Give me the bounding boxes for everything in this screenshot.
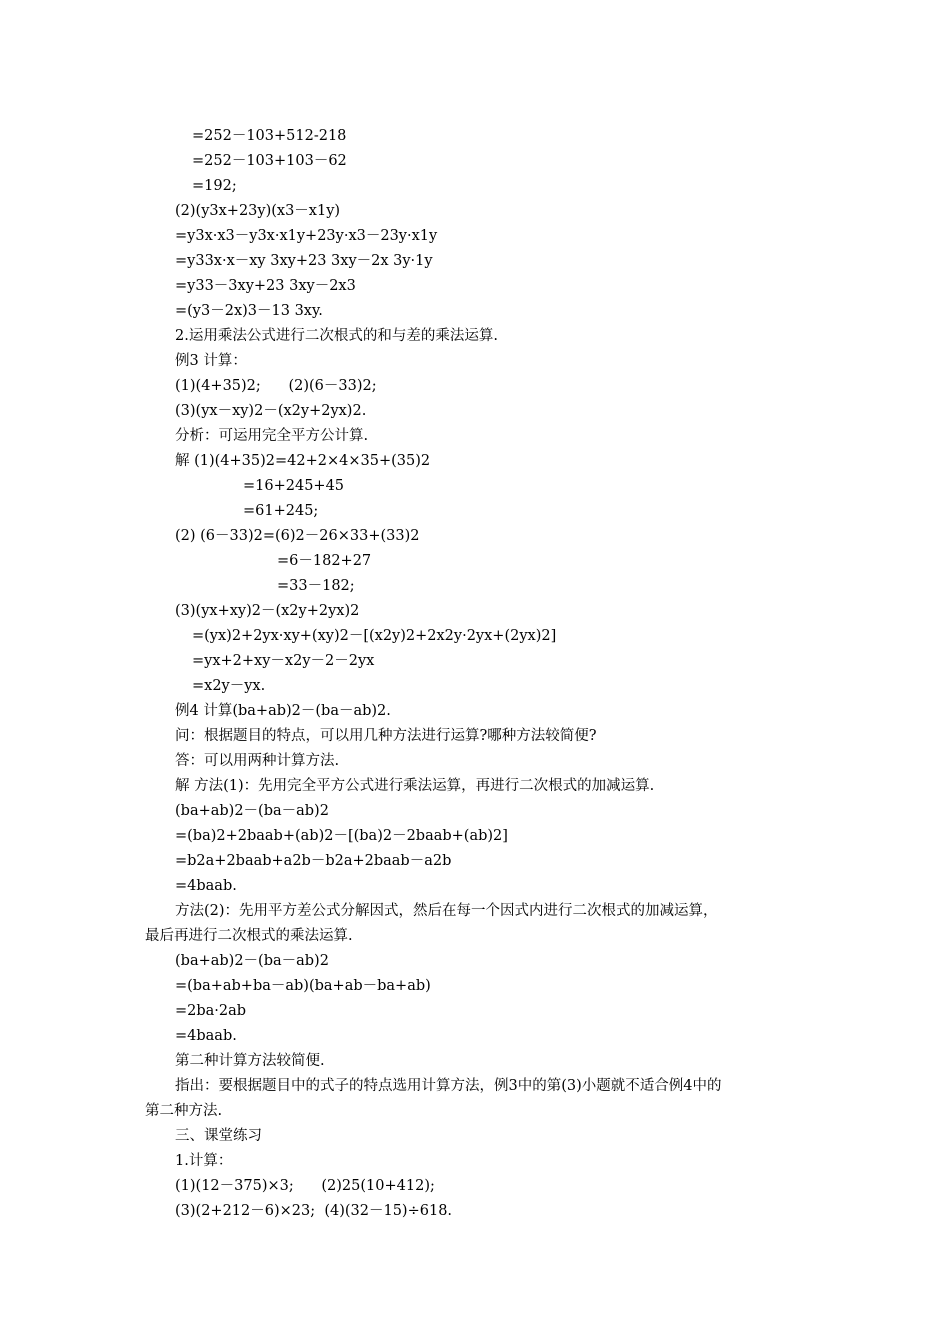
text-line: 解 (1)(4+35)2=42+2×4×35+(35)2: [175, 453, 431, 469]
text-line: =(yx)2+2yx·xy+(xy)2－[(x2y)2+2x2y·2yx+(2yx)2]: [192, 628, 557, 644]
text-line: =6－182+27: [277, 553, 372, 569]
text-line: =192;: [192, 178, 237, 194]
text-line: =4baab.: [175, 1028, 237, 1044]
text-line: 指出：要根据题目中的式子的特点选用计算方法，例3中的第(3)小题就不适合例4中的: [175, 1078, 722, 1094]
text-line: 最后再进行二次根式的乘法运算.: [145, 928, 353, 944]
text-line: =y3x·x3－y3x·x1y+23y·x3－23y·x1y: [175, 228, 438, 244]
text-line: (1)(4+35)2; (2)(6－33)2;: [175, 378, 377, 394]
text-line: (3)(yx－xy)2－(x2y+2yx)2.: [175, 403, 367, 419]
text-line: =y33x·x－xy 3xy+23 3xy－2x 3y·1y: [175, 253, 433, 269]
text-line: 解 方法(1)：先用完全平方公式进行乘法运算，再进行二次根式的加减运算.: [175, 778, 655, 794]
text-line: (3)(2+212－6)×23; (4)(32－15)÷618.: [175, 1203, 453, 1219]
text-line: =y33－3xy+23 3xy－2x3: [175, 278, 356, 294]
text-line: =(ba+ab+ba－ab)(ba+ab－ba+ab): [175, 978, 431, 994]
text-line: 例3 计算：: [175, 353, 247, 369]
text-line: (2) (6－33)2=(6)2－26×33+(33)2: [175, 528, 420, 544]
text-line: =x2y－yx.: [192, 678, 266, 694]
text-line: =(ba)2+2baab+(ab)2－[(ba)2－2baab+(ab)2]: [175, 828, 508, 844]
text-line: =yx+2+xy－x2y－2－2yx: [192, 653, 375, 669]
text-line: 例4 计算(ba+ab)2－(ba－ab)2.: [175, 703, 391, 719]
text-line: 三、课堂练习: [175, 1128, 262, 1144]
text-line: (3)(yx+xy)2－(x2y+2yx)2: [175, 603, 360, 619]
text-line: 方法(2)：先用平方差公式分解因式，然后在每一个因式内进行二次根式的加减运算，: [175, 903, 718, 919]
text-line: =33－182;: [277, 578, 355, 594]
text-line: 2.运用乘法公式进行二次根式的和与差的乘法运算.: [175, 328, 498, 344]
text-line: (ba+ab)2－(ba－ab)2: [175, 803, 329, 819]
text-line: 第二种方法.: [145, 1103, 223, 1119]
text-line: 分析：可运用完全平方公计算.: [175, 428, 369, 444]
text-line: =b2a+2baab+a2b－b2a+2baab－a2b: [175, 853, 452, 869]
text-line: =61+245;: [243, 503, 319, 519]
text-line: 1.计算：: [175, 1153, 233, 1169]
text-line: 答：可以用两种计算方法.: [175, 753, 340, 769]
text-line: (ba+ab)2－(ba－ab)2: [175, 953, 329, 969]
text-line: =2ba·2ab: [175, 1003, 247, 1019]
text-line: 问：根据题目的特点，可以用几种方法进行运算?哪种方法较简便?: [175, 728, 597, 744]
text-line: =252－103+103－62: [192, 153, 347, 169]
text-line: =(y3－2x)3－13 3xy.: [175, 303, 323, 319]
text-line: =16+245+45: [243, 478, 345, 494]
text-line: =252－103+512-218: [192, 128, 347, 144]
text-line: (2)(y3x+23y)(x3－x1y): [175, 203, 341, 219]
text-line: =4baab.: [175, 878, 237, 894]
text-line: 第二种计算方法较简便.: [175, 1053, 325, 1069]
text-line: (1)(12－375)×3; (2)25(10+412);: [175, 1178, 435, 1194]
